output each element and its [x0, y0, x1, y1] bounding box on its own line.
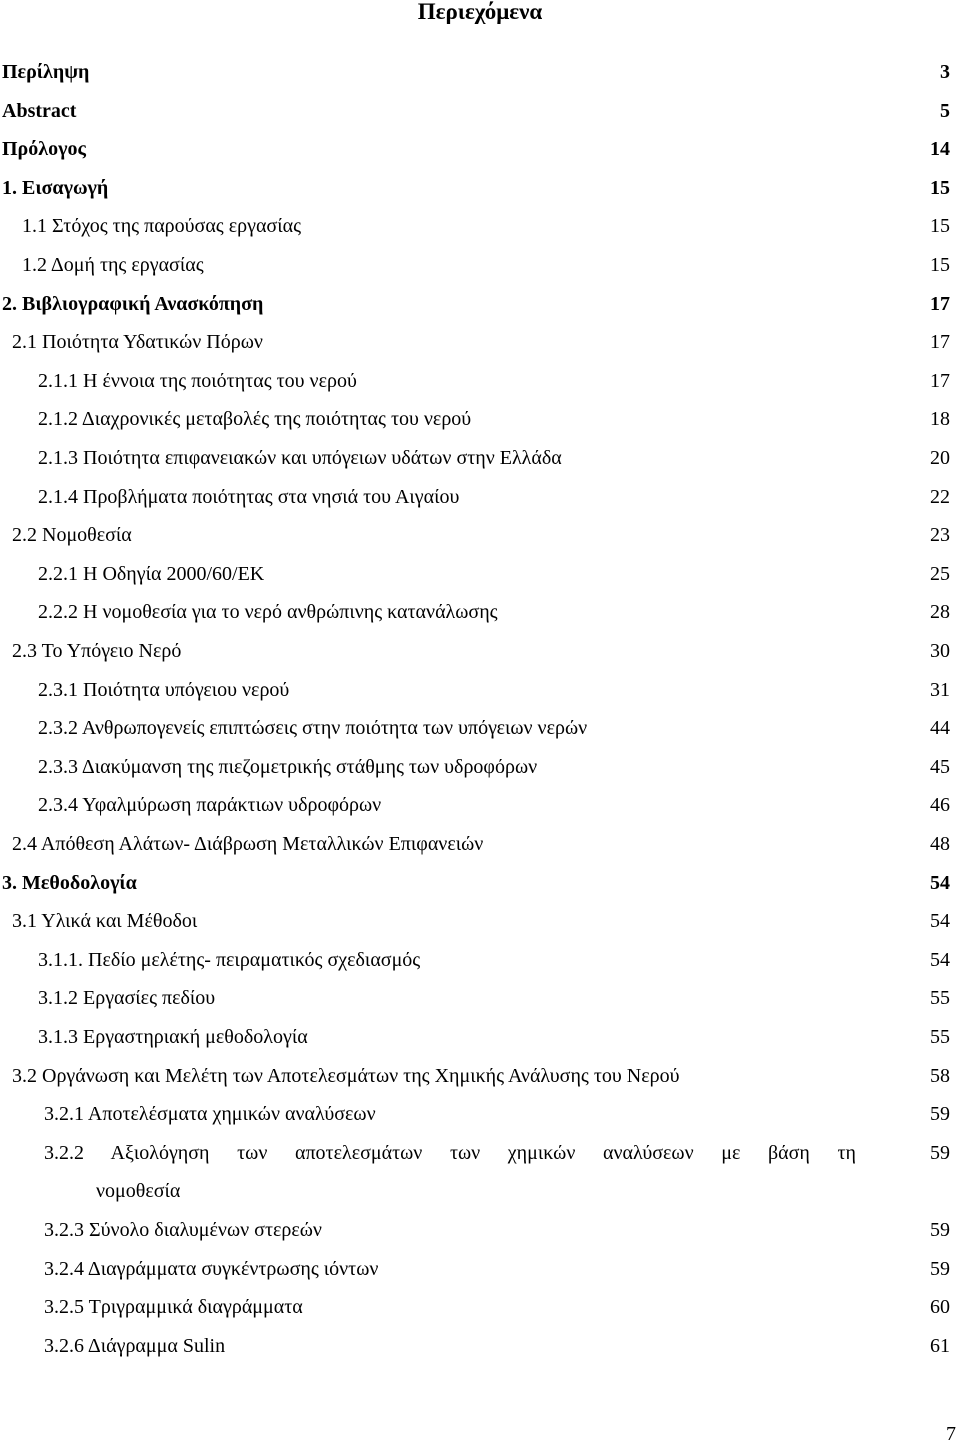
toc-entry-page: 60 [930, 1296, 950, 1319]
toc-entry-page: 59 [930, 1257, 950, 1280]
toc-entry[interactable] [0, 941, 960, 980]
toc-entry-title: Πρόλογος [2, 138, 86, 161]
toc-entry-title: 2.3.1 Ποιότητα υπόγειου νερού [38, 678, 290, 701]
toc-entry-page: 22 [930, 485, 950, 508]
toc-entry-title: 2.3.2 Ανθρωπογενείς επιπτώσεις στην ποιότητα των υπόγειων νερών [38, 717, 588, 740]
toc-entry-page: 54 [930, 871, 950, 894]
toc-entry[interactable] [0, 207, 960, 246]
toc-entry-title: 2.1.2 Διαχρονικές μεταβολές της ποιότητας του νερού [38, 408, 472, 431]
toc-entry-title: 3. Μεθοδολογία [2, 871, 137, 894]
toc-entry-page: 54 [930, 910, 950, 933]
toc-entry[interactable] [0, 92, 960, 131]
toc-entry[interactable] [0, 671, 960, 710]
toc-entry-page: 59 [930, 1103, 950, 1126]
toc-entry-page: 30 [930, 640, 950, 662]
toc-entry-title: 2.4 Απόθεση Αλάτων- Διάβρωση Μεταλλικών Επιφανειών [12, 833, 484, 855]
toc-entry[interactable] [0, 478, 960, 517]
toc-entry-page: 58 [930, 1064, 950, 1087]
toc-entry-page: 5 [940, 99, 950, 122]
toc-entry[interactable] [0, 53, 960, 92]
toc-entry[interactable] [0, 169, 960, 208]
toc-entry-page: 17 [930, 369, 950, 392]
toc-entry-title: 2.3 Το Υπόγειο Νερό [12, 640, 182, 662]
toc-entry-title-continued: νομοθεσία [96, 1180, 181, 1203]
toc-entry-title: 3.1.2 Εργασίες πεδίου [38, 987, 216, 1010]
toc-entry-page: 59 [930, 1141, 950, 1164]
toc-entry-title: 3.2.3 Σύνολο διαλυμένων στερεών [44, 1219, 322, 1241]
toc-entry-title: 3.1.1. Πεδίο μελέτης- πειραματικός σχεδιασμός [38, 948, 421, 971]
toc-entry-title: 2.3.3 Διακύμανση της πιεζομετρικής στάθμης των υδροφόρων [38, 755, 538, 778]
toc-entry[interactable] [0, 1057, 960, 1096]
page-title: Περιεχόμενα [417, 0, 543, 24]
toc-entry[interactable] [0, 1288, 960, 1327]
toc-entry-page: 61 [930, 1334, 950, 1357]
toc-entry[interactable] [0, 246, 960, 285]
toc-entry-title: Abstract [2, 99, 77, 122]
toc-entry-page: 20 [930, 447, 950, 469]
toc-entry-title: 2.3.4 Υφαλμύρωση παράκτιων υδροφόρων [38, 794, 382, 817]
toc-entry-title: 3.2.5 Τριγραμμικά διαγράμματα [44, 1296, 303, 1319]
toc-entry-page: 28 [930, 601, 950, 624]
toc-entry[interactable] [0, 400, 960, 439]
toc-entry[interactable] [0, 1250, 960, 1289]
page-number: 7 [946, 1423, 956, 1445]
toc-entry[interactable] [0, 632, 960, 671]
toc-entry[interactable] [0, 362, 960, 401]
toc-entry-title: 2.1.3 Ποιότητα επιφανειακών και υπόγειων υδάτων στην Ελλάδα [38, 447, 562, 469]
toc-entry[interactable] [0, 516, 960, 555]
toc-entry[interactable] [0, 439, 960, 478]
toc-entry-page: 48 [930, 833, 950, 855]
toc-entry[interactable] [0, 709, 960, 748]
toc-entry-page: 15 [930, 215, 950, 238]
toc-entry-title: 3.2.6 Διάγραμμα Sulin [44, 1334, 226, 1357]
toc-entry-page: 23 [930, 524, 950, 547]
toc-entry[interactable] [0, 130, 960, 169]
toc-entry[interactable] [0, 1327, 960, 1366]
toc-entry-title: 1. Εισαγωγή [2, 176, 109, 199]
toc-entry[interactable] [0, 825, 960, 864]
toc-entry-page: 15 [930, 254, 950, 276]
toc-entry-page: 55 [930, 987, 950, 1010]
toc-entry[interactable] [0, 555, 960, 594]
toc-entry-title: 3.2.2 Αξιολόγηση των αποτελεσμάτων των χημικών αναλύσεων με βάση τη [44, 1141, 856, 1164]
toc-entry-title: 2. Βιβλιογραφική Ανασκόπηση [2, 292, 264, 315]
toc-entry-title: 2.1.4 Προβλήματα ποιότητας στα νησιά του Αιγαίου [38, 485, 460, 508]
toc-entry-title: 3.2.1 Αποτελέσματα χημικών αναλύσεων [44, 1103, 376, 1126]
toc-entry-page: 17 [930, 292, 950, 315]
toc-entry-title: 1.1 Στόχος της παρούσας εργασίας [22, 215, 301, 238]
toc-entry-page: 54 [930, 948, 950, 971]
toc-entry-title: 3.2.4 Διαγράμματα συγκέντρωσης ιόντων [44, 1257, 379, 1280]
toc-entry-page: 46 [930, 794, 950, 817]
toc-entry-page: 25 [930, 562, 950, 585]
toc-entry-page: 18 [930, 408, 950, 431]
toc-entry-title: 3.2 Οργάνωση και Μελέτη των Αποτελεσμάτων της Χημικής Ανάλυσης του Νερού [12, 1064, 680, 1087]
toc-entry-page: 3 [940, 61, 950, 83]
toc-entry-title: Περίληψη [2, 61, 90, 83]
toc-entry-title: 1.2 Δομή της εργασίας [22, 254, 204, 276]
toc-entry-page: 31 [930, 678, 950, 701]
toc-entry[interactable] [0, 593, 960, 632]
toc-entry[interactable] [0, 323, 960, 362]
toc-entry[interactable] [0, 748, 960, 787]
toc-entry-title: 2.2.1 Η Οδηγία 2000/60/ΕΚ [38, 562, 265, 585]
toc-entry[interactable] [0, 1134, 960, 1211]
toc-entry[interactable] [0, 285, 960, 324]
toc-entry-title: 3.1.3 Εργαστηριακή μεθοδολογία [38, 1026, 308, 1048]
toc-entry-title: 3.1 Υλικά και Μέθοδοι [12, 910, 198, 933]
toc-entry-page: 14 [930, 138, 950, 161]
toc-entry-page: 44 [930, 717, 950, 740]
toc-entry-page: 59 [930, 1219, 950, 1241]
toc-entry-page: 17 [930, 331, 950, 354]
toc-entry-page: 15 [930, 176, 950, 199]
toc-entry[interactable] [0, 1018, 960, 1057]
toc-entry[interactable] [0, 1095, 960, 1134]
toc-entry-title: 2.1 Ποιότητα Υδατικών Πόρων [12, 331, 263, 354]
toc-entry[interactable] [0, 864, 960, 903]
toc-entry-page: 45 [930, 755, 950, 778]
toc-entry[interactable] [0, 979, 960, 1018]
toc-entry-title: 2.1.1 Η έννοια της ποιότητας του νερού [38, 369, 357, 392]
toc-entry[interactable] [0, 786, 960, 825]
toc-entry[interactable] [0, 902, 960, 941]
toc-entry-title: 2.2.2 Η νομοθεσία για το νερό ανθρώπινης κατανάλωσης [38, 601, 498, 624]
toc-entry[interactable] [0, 1211, 960, 1250]
toc-entry-page: 55 [930, 1026, 950, 1048]
toc-entry-title: 2.2 Νομοθεσία [12, 524, 132, 547]
